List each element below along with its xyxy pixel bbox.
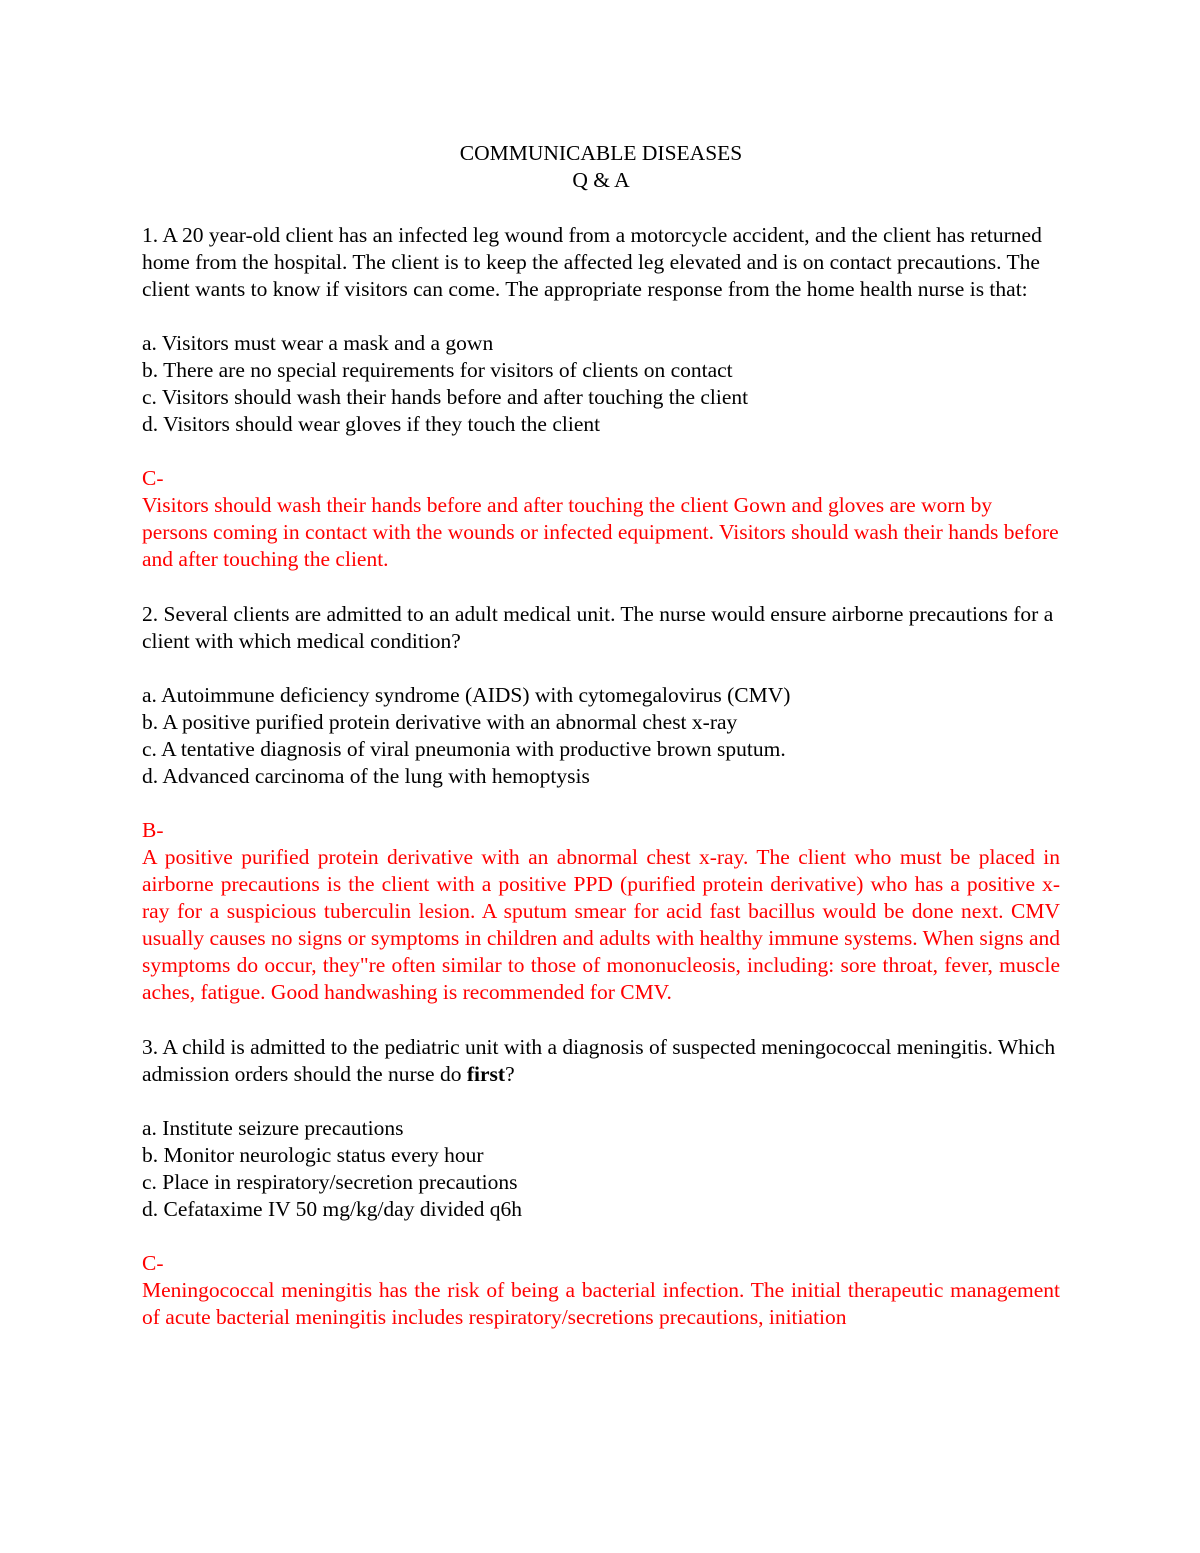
answer-rationale: Visitors should wash their hands before and after touching the client Gown and gloves are worn by persons coming in contact with the wounds or infected equipment. Visitors should wash their hands before and after touching the client. (142, 493, 1059, 571)
question-block-2 (142, 601, 1060, 1006)
question-text (142, 1034, 1060, 1088)
option-d: d. Advanced carcinoma of the lung with hemoptysis (142, 764, 590, 788)
option-d: d. Cefataxime IV 50 mg/kg/day divided q6h (142, 1197, 522, 1221)
option-c: c. A tentative diagnosis of viral pneumonia with productive brown sputum. (142, 737, 786, 761)
answer-letter: C- (142, 466, 164, 490)
question-text-end: ? (505, 1062, 515, 1086)
option-c: c. Visitors should wash their hands before and after touching the client (142, 385, 749, 409)
option-b: b. A positive purified protein derivative with an abnormal chest x-ray (142, 710, 738, 734)
question-block-3 (142, 1034, 1060, 1331)
option-a: a. Visitors must wear a mask and a gown (142, 331, 494, 355)
option-b: b. Monitor neurologic status every hour (142, 1143, 484, 1167)
options-list (142, 330, 1060, 438)
document-subtitle: Q & A (572, 168, 630, 192)
option-a: a. Autoimmune deficiency syndrome (AIDS) with cytomegalovirus (CMV) (142, 683, 791, 707)
answer-letter: C- (142, 1251, 164, 1275)
answer-letter: B- (142, 818, 164, 842)
option-d: d. Visitors should wear gloves if they touch the client (142, 412, 601, 436)
options-list (142, 1115, 1060, 1223)
question-text: 1. A 20 year-old client has an infected leg wound from a motorcycle accident, and the client has returned home from the hospital. The client is to keep the affected leg elevated and is on contact precautions. The client wants to know if visitors can come. The appropriate response from the home health nurse is that: (142, 223, 1042, 301)
question-text: 2. Several clients are admitted to an adult medical unit. The nurse would ensure airborne precautions for a client with which medical condition? (142, 602, 1054, 653)
option-c: c. Place in respiratory/secretion precautions (142, 1170, 518, 1194)
question-text-start: 3. A child is admitted to the pediatric unit with a diagnosis of suspected meningococcal meningitis. Which admission orders should the nurse do (142, 1035, 1056, 1086)
option-b: b. There are no special requirements for visitors of clients on contact (142, 358, 733, 382)
option-a: a. Institute seizure precautions (142, 1116, 404, 1140)
document-page (142, 140, 1060, 1331)
answer-rationale: Meningococcal meningitis has the risk of being a bacterial infection. The initial therapeutic management of acute bacterial meningitis includes respiratory/secretions precautions, initiation (142, 1278, 1060, 1329)
question-emphasis: first (466, 1062, 506, 1086)
options-list (142, 682, 1060, 790)
document-title: COMMUNICABLE DISEASES (459, 141, 743, 165)
answer-rationale: A positive purified protein derivative with an abnormal chest x-ray. The client who must be placed in airborne precautions is the client with a positive PPD (purified protein derivative) who has a positive x-ray for a suspicious tuberculin lesion. A sputum smear for acid fast bacillus would be done next. CMV usually causes no signs or symptoms in children and adults with healthy immune systems. When signs and symptoms do occur, they"re often similar to those of mononucleosis, including: sore throat, fever, muscle aches, fatigue. Good handwashing is recommended for CMV. (142, 845, 1060, 1004)
question-block-1 (142, 222, 1060, 573)
